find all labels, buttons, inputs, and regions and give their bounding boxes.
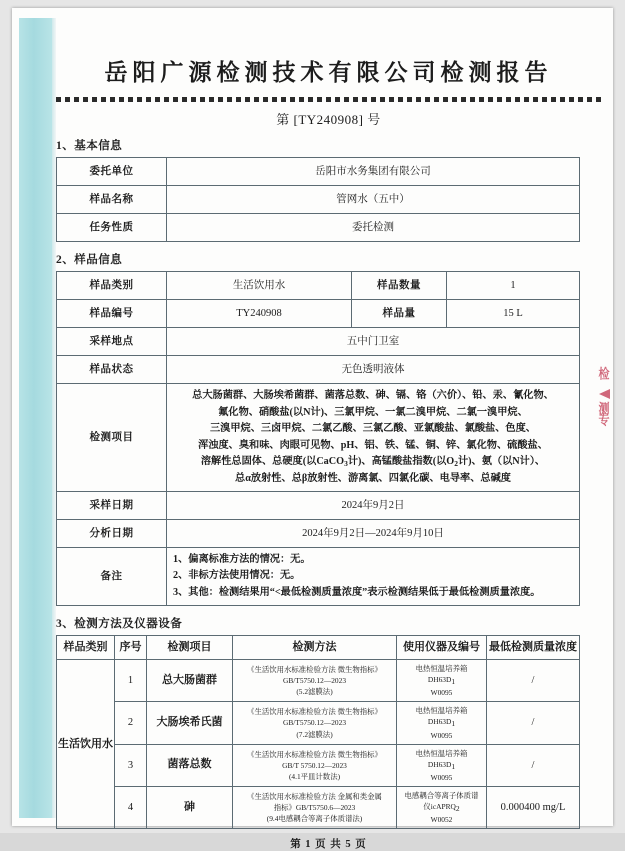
method-line-3: (4.1平皿计数法) [288, 771, 341, 781]
table-row [57, 548, 580, 606]
methods-col-category: 样品类别 [57, 636, 115, 660]
instrument-line-1: 电感耦合等离子体质谱 [404, 791, 479, 801]
sample-value-count: 1 [447, 272, 580, 300]
instrument-line-2 [398, 716, 485, 729]
basic-info-table [56, 157, 580, 242]
sample-info-table [56, 271, 580, 606]
methods-category-cell: 生活饮用水 [57, 660, 115, 829]
methods-row-3-method [233, 744, 397, 786]
sample-label-analysis-date: 分析日期 [57, 520, 167, 548]
methods-row-4-no: 4 [115, 787, 147, 829]
title-divider [56, 97, 601, 102]
page-title: 岳阳广源检测技术有限公司检测报告 [104, 60, 553, 85]
sample-value-amount: 15 L [447, 300, 580, 328]
method-line-3: (9.4电感耦合等离子体质谱法) [266, 814, 363, 824]
methods-row-4-conc: 0.000400 mg/L [487, 787, 580, 829]
basic-value-task-type: 委托检测 [167, 214, 580, 242]
items-line-5 [173, 454, 573, 471]
items-line-5-part-b: 计)、高锰酸盐指数(以O [347, 456, 455, 468]
section-1-heading: 1、基本信息 [56, 140, 123, 152]
sample-label-amount: 样品量 [352, 300, 447, 328]
methods-table [56, 635, 580, 829]
items-line-6: 总α放射性、总β放射性、游离氯、四氯化碳、电导率、总碱度 [235, 472, 511, 484]
items-line-5-part-a: 溶解性总固体、总硬度(以CaCO [200, 456, 345, 468]
methods-row-2-conc: / [487, 702, 580, 744]
sample-label-number: 样品编号 [57, 300, 167, 328]
sample-value-analysis-date: 2024年9月2日—2024年9月10日 [167, 520, 580, 548]
table-row [57, 328, 580, 356]
items-line-5-part-c: 计)、氨（以N计）、 [457, 456, 546, 468]
items-line-4: 浑浊度、臭和味、肉眼可见物、pH、铝、铁、锰、铜、锌、氯化物、硫酸盐、 [198, 439, 548, 451]
report-number: 第 [TY240908] 号 [276, 112, 381, 127]
instrument-model: DH63D [427, 675, 452, 685]
seal-char-top: 检 [598, 367, 610, 383]
table-row [57, 787, 580, 829]
methods-row-3-instrument [397, 744, 487, 786]
basic-label-client: 委托单位 [57, 158, 167, 186]
sample-value-sampling-date: 2024年9月2日 [167, 492, 580, 520]
instrument-model-sub: 1 [451, 677, 456, 687]
instrument-model: DH63D [427, 717, 452, 727]
instrument-model-sub: 1 [451, 761, 456, 771]
instrument-model-sub: 2 [455, 804, 460, 814]
instrument-line-2 [398, 759, 485, 772]
methods-row-2-method [233, 702, 397, 744]
instrument-line-3: W0095 [430, 730, 453, 740]
method-line-2: GB/T5750.12—2023 [282, 718, 347, 728]
sample-value-category: 生活饮用水 [167, 272, 352, 300]
sample-label-remark: 备注 [57, 548, 167, 606]
sample-label-location: 采样地点 [57, 328, 167, 356]
basic-value-client: 岳阳市水务集团有限公司 [167, 158, 580, 186]
table-row [57, 492, 580, 520]
seal-char-bottom: 测 [598, 401, 610, 417]
instrument-line-2 [398, 801, 485, 814]
method-line-1: 《生活饮用水标准检验方法 微生物指标》 [247, 707, 382, 717]
method-line-1: 《生活饮用水标准检验方法 微生物指标》 [247, 749, 382, 759]
instrument-line-3: W0052 [430, 815, 453, 825]
sample-label-sampling-date: 采样日期 [57, 492, 167, 520]
methods-row-2-no: 2 [115, 702, 147, 744]
table-row [57, 272, 580, 300]
instrument-line-1: 电热恒温培养箱 [415, 706, 468, 716]
items-line-5-sub-caco3: 3 [344, 458, 348, 468]
methods-row-1-method [233, 660, 397, 702]
methods-row-4-instrument [397, 787, 487, 829]
methods-row-1-instrument [397, 660, 487, 702]
methods-col-instrument: 使用仪器及编号 [397, 636, 487, 660]
methods-row-4-item: 砷 [147, 787, 233, 829]
sample-value-number: TY240908 [167, 300, 352, 328]
instrument-line-3: W0095 [430, 772, 453, 782]
table-row [57, 214, 580, 242]
method-line-3: (7.2滤膜法) [296, 729, 333, 739]
sample-value-state: 无色透明液体 [167, 356, 580, 384]
methods-row-4-method [233, 787, 397, 829]
items-line-1: 总大肠菌群、大肠埃希菌群、菌落总数、砷、镉、铬（六价）、铅、汞、氰化物、 [192, 390, 554, 401]
method-line-2: GB/T 5750.12—2023 [282, 760, 347, 770]
sample-value-items [167, 384, 580, 492]
table-row [57, 660, 580, 702]
methods-row-3-conc: / [487, 744, 580, 786]
methods-row-1-item: 总大肠菌群 [147, 660, 233, 702]
table-row [57, 744, 580, 786]
methods-col-conc: 最低检测质量浓度 [487, 636, 580, 660]
methods-col-method: 检测方法 [233, 636, 397, 660]
instrument-line-1: 电热恒温培养箱 [415, 664, 468, 674]
table-row [57, 158, 580, 186]
basic-value-sample-name: 管网水（五中） [167, 186, 580, 214]
sample-value-location: 五中门卫室 [167, 328, 580, 356]
binding-strip [19, 18, 52, 818]
method-line-2: 指标》GB/T5750.6—2023 [273, 803, 356, 813]
document-content [56, 18, 601, 851]
sample-label-category: 样品类别 [57, 272, 167, 300]
method-line-3: (5.2滤膜法) [296, 687, 333, 697]
section-2-heading: 2、样品信息 [56, 254, 123, 266]
method-line-1: 《生活饮用水标准检验方法 金属和类金属 [247, 792, 382, 802]
methods-row-2-item: 大肠埃希氏菌 [147, 702, 233, 744]
remark-line-2: 2、非标方法使用情况：无。 [173, 570, 301, 582]
methods-row-1-conc: / [487, 660, 580, 702]
items-line-3: 三溴甲烷、三卤甲烷、二氯乙酸、三氯乙酸、亚氯酸盐、氯酸盐、色度、 [210, 423, 536, 435]
methods-col-item: 检测项目 [147, 636, 233, 660]
items-line-2: 氟化物、硝酸盐(以N计)、三氯甲烷、一氯二溴甲烷、二氯一溴甲烷、 [218, 406, 528, 418]
methods-row-3-no: 3 [115, 744, 147, 786]
methods-row-2-instrument [397, 702, 487, 744]
remark-line-3: 3、其他：检测结果用“<最低检测质量浓度”表示检测结果低于最低检测质量浓度。 [173, 586, 541, 598]
methods-row-3-item: 菌落总数 [147, 744, 233, 786]
sample-value-remark [167, 548, 580, 606]
items-line-5-sub-o2: 2 [454, 458, 458, 468]
instrument-model-sub: 1 [451, 719, 456, 729]
table-row [57, 384, 580, 492]
instrument-line-3: W0095 [430, 688, 453, 698]
method-line-2: GB/T5750.12—2023 [282, 676, 347, 686]
remark-line-1: 1、偏离标准方法的情况：无。 [173, 554, 311, 566]
instrument-line-1: 电热恒温培养箱 [415, 748, 468, 758]
sample-label-state: 样品状态 [57, 356, 167, 384]
methods-header-row [57, 636, 580, 660]
table-row [57, 186, 580, 214]
methods-col-no: 序号 [115, 636, 147, 660]
instrument-line-2 [398, 674, 485, 687]
methods-row-1-no: 1 [115, 660, 147, 702]
method-line-1: 《生活饮用水标准检验方法 微生物指标》 [247, 665, 382, 675]
page-footer: 第 1 页 共 5 页 [290, 839, 367, 851]
table-row [57, 300, 580, 328]
seal-char-tail: 专 [598, 413, 610, 429]
sample-label-items: 检测项目 [57, 384, 167, 492]
section-3-heading: 3、检测方法及仪器设备 [56, 618, 183, 631]
table-row [57, 520, 580, 548]
table-row [57, 702, 580, 744]
basic-label-task-type: 任务性质 [57, 214, 167, 242]
instrument-model: DH63D [427, 759, 452, 769]
sample-label-count: 样品数量 [352, 272, 447, 300]
table-row [57, 356, 580, 384]
basic-label-sample-name: 样品名称 [57, 186, 167, 214]
instrument-model: 仪icAPRQ [423, 802, 456, 812]
